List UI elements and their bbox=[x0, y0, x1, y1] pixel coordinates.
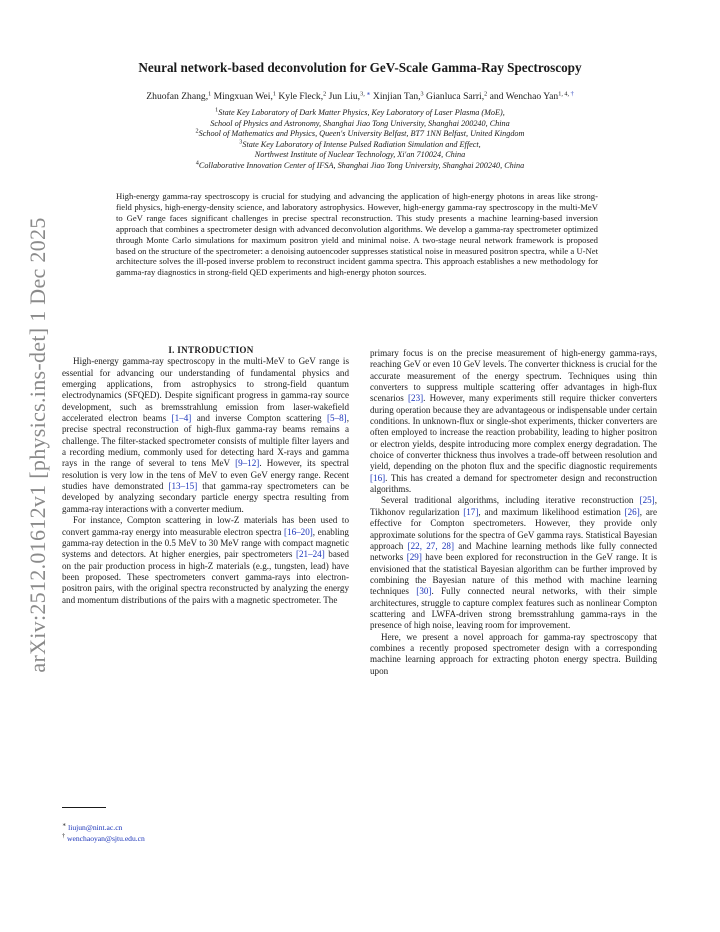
paragraph: High-energy gamma-ray spectroscopy in the multi-MeV to GeV range is essential for advancing our understanding of fundamental physics and emerging applications, from astrophysics to strong-field quantum electrodynamics (SFQED). Despite significant progress in gamma-ray source development, such as bremsstrahlung emission from laser-wakefield accelerated electron beams [1–4] and inverse Compton scattering [5–8], precise spectral reconstruction of high-flux gamma-ray beams remains a challenge. The filter-stacked spectrometer consists of multiple filter layers and a recording medium, commonly used for detecting hard X-rays and gamma rays in the range of several to tens MeV [9–12]. However, its spectral resolution is very low in the tens of MeV to even GeV energy range. Recent studies have demonstrated [13–15] that gamma-ray spectrometers can be developed by analyzing secondary particle energy spectra resulting from gamma-ray interactions with a converter medium. bbox=[62, 356, 350, 514]
affiliation-line: Northwest Institute of Nuclear Technology, Xi'an 710024, China bbox=[254, 150, 466, 160]
citation-link[interactable]: [17] bbox=[463, 506, 479, 517]
affiliations bbox=[60, 108, 660, 172]
footnote: † wenchaoyan@sjtu.edu.cn bbox=[62, 832, 145, 843]
citation-link[interactable]: [16] bbox=[370, 472, 386, 483]
affiliation-line: $^3$State Key Laboratory of Intense Pulsed Radiation Simulation and Effect, bbox=[239, 138, 481, 149]
author: Gianluca Sarri, bbox=[423, 91, 485, 102]
paragraph: primary focus is on the precise measurement of high-energy gamma-rays, reaching GeV or even 10 GeV levels. The converter thickness is crucial for the accurate measurement of the energy spectrum. Techniques using thin converters to suppress multiple scattering offer advantages in high-flux scenarios [23]. However, many experiments still require thicker converters during operation because they are advantageous or indispensable under certain conditions. In unknown-flux or single-shot experiments, thicker converters are often employed to increase the reaction probability, leading to higher positron or electron yields, despite introducing more complex energy degradation. The choice of converter thickness thus involves a trade-off between resolution and yield, depending on the photon flux and the specific diagnostic requirements [16]. This has created a demand for spectrometer design and reconstruction algorithms. bbox=[370, 348, 658, 495]
corresponding-author-link[interactable]: † bbox=[570, 90, 574, 98]
citation-link[interactable]: [30] bbox=[416, 586, 432, 597]
author-list bbox=[60, 91, 660, 102]
affiliation-mark: 1, 4, † bbox=[558, 90, 574, 98]
paragraph: Several traditional algorithms, including iterative reconstruction [25], Tikhonov regularization [17], and maximum likelihood estimation [26], are effective for Compton spectrometers. However, they provide only approximate solutions for the spectra of GeV gamma rays. Statistical Bayesian approach [22, 27, 28] and Machine learning methods like fully connected networks [29] have been explored for reconstruction in the GeV range. It is envisioned that the statistical Bayesian algorithm can be further improved by combining the Bayesian nature of this method with machine learning techniques [30]. Fully connected neural networks, with their simple architectures, struggle to capture complex features such as nonlinear Compton scattering and LWFA-driven strong bremsstrahlung gamma-rays in the presence of high noise, leaving room for improvement. bbox=[370, 495, 658, 631]
citation-link[interactable]: [16–20] bbox=[284, 526, 313, 537]
affiliation-mark: 3, ∗ bbox=[360, 90, 371, 98]
paper-title: Neural network-based deconvolution for GeV-Scale Gamma-Ray Spectroscopy bbox=[138, 60, 582, 75]
author: Zhuofan Zhang, bbox=[146, 91, 209, 102]
arxiv-identifier: arXiv:2512.01612v1 [physics.ins-det] 1 Dec 2025 bbox=[25, 217, 50, 673]
affiliation-line: $^2$School of Mathematics and Physics, Queen's University Belfast, BT7 1NN Belfast, United Kingdom bbox=[195, 127, 525, 139]
email-link[interactable]: wenchaoyan@sjtu.edu.cn bbox=[67, 833, 145, 843]
affiliation-mark: 1 bbox=[208, 90, 212, 98]
citation-link[interactable]: [9–12] bbox=[235, 458, 260, 469]
citation-link[interactable]: [29] bbox=[406, 552, 422, 563]
citation-link[interactable]: [21–24] bbox=[295, 549, 325, 560]
footnote-rule bbox=[62, 807, 106, 808]
author: Mingxuan Wei, bbox=[211, 91, 273, 102]
citation-link[interactable]: [26] bbox=[624, 506, 640, 517]
citation-link[interactable]: [5–8] bbox=[327, 413, 347, 424]
corresponding-author-link[interactable]: ∗ bbox=[366, 90, 371, 98]
citation-link[interactable]: [13–15] bbox=[168, 481, 198, 492]
author: Kyle Fleck, bbox=[275, 91, 324, 102]
paragraph: Here, we present a novel approach for gamma-ray spectroscopy that combines a recently proposed spectrometer design with a corresponding machine learning approach for extracting photon energy spectra. Building upon bbox=[370, 631, 657, 676]
citation-link[interactable]: [22, 27, 28] bbox=[407, 540, 454, 551]
affiliation-mark: 2 bbox=[484, 90, 488, 98]
affiliation-line: $^1$State Key Laboratory of Dark Matter Physics, Key Laboratory of Laser Plasma (MoE), bbox=[215, 106, 505, 117]
citation-link[interactable]: [1–4] bbox=[171, 413, 192, 424]
email-link[interactable]: liujun@nint.ac.cn bbox=[68, 823, 123, 832]
footnotes bbox=[62, 823, 145, 844]
author: Xinjian Tan, bbox=[370, 91, 421, 102]
affiliation-mark: 1 bbox=[272, 90, 276, 98]
paragraph: For instance, Compton scattering in low-Z materials has been used to convert gamma-ray energy into measurable electron spectra [16–20], enabling gamma-ray detection in the 0.5 MeV to 30 MeV range with compact magnetic systems and detectors. At higher energies, pair spectrometers [21–24] based on the pair production process in high-Z materials (e.g., tungsten, lead) have been proposed. These spectrometers convert gamma-rays into electron-positron pairs, with the original spectra reconstructed by analyzing the energy and momentum distributions of the pairs with a magnetic spectrometer. The bbox=[62, 515, 349, 605]
citation-link[interactable]: [23] bbox=[408, 393, 424, 404]
author: and Wenchao Yan bbox=[487, 91, 559, 102]
footnote: ∗ liujun@nint.ac.cn bbox=[62, 821, 123, 832]
abstract: High-energy gamma-ray spectroscopy is crucial for studying and advancing the application of high-energy photons in areas like strong-field physics, high-energy-density science, and laboratory astrophysics. However, high-energy gamma-ray spectroscopy in the multi-MeV to GeV range faces significant challenges in precise spectral reconstruction. This study presents a machine learning-based inversion approach that combines a spectrometer design with advanced deconvolution algorithms. We develop a gamma-ray spectrometer optimized through Monte Carlo simulations for maximum positron yield and minimal noise. A two-stage neural network framework is proposed based on the structure of the spectrometer: a denoising autoencoder suppresses statistical noise in measured positron spectra, while a U-Net architecture solves the ill-posed inverse problem to reconstruct incident gamma spectra. This approach establishes a new methodology for gamma-ray diagnostics in strong-field QED experiments and high-energy photon sources. bbox=[116, 191, 598, 278]
citation-link[interactable]: [25] bbox=[639, 495, 655, 506]
left-column bbox=[62, 345, 349, 606]
right-column bbox=[370, 348, 657, 677]
section-heading: I. INTRODUCTION bbox=[168, 345, 254, 355]
arxiv-sidebar bbox=[8, 217, 68, 673]
author: Jun Liu, bbox=[326, 91, 361, 102]
affiliation-mark: 3 bbox=[420, 90, 424, 98]
affiliation-line: School of Physics and Astronomy, Shanghai Jiao Tong University, Shanghai 200240, China bbox=[210, 118, 510, 128]
affiliation-mark: 2 bbox=[323, 90, 327, 98]
affiliation-line: $^4$Collaborative Innovation Center of IFSA, Shanghai Jiao Tong University, Shanghai 200240, China bbox=[195, 159, 525, 170]
